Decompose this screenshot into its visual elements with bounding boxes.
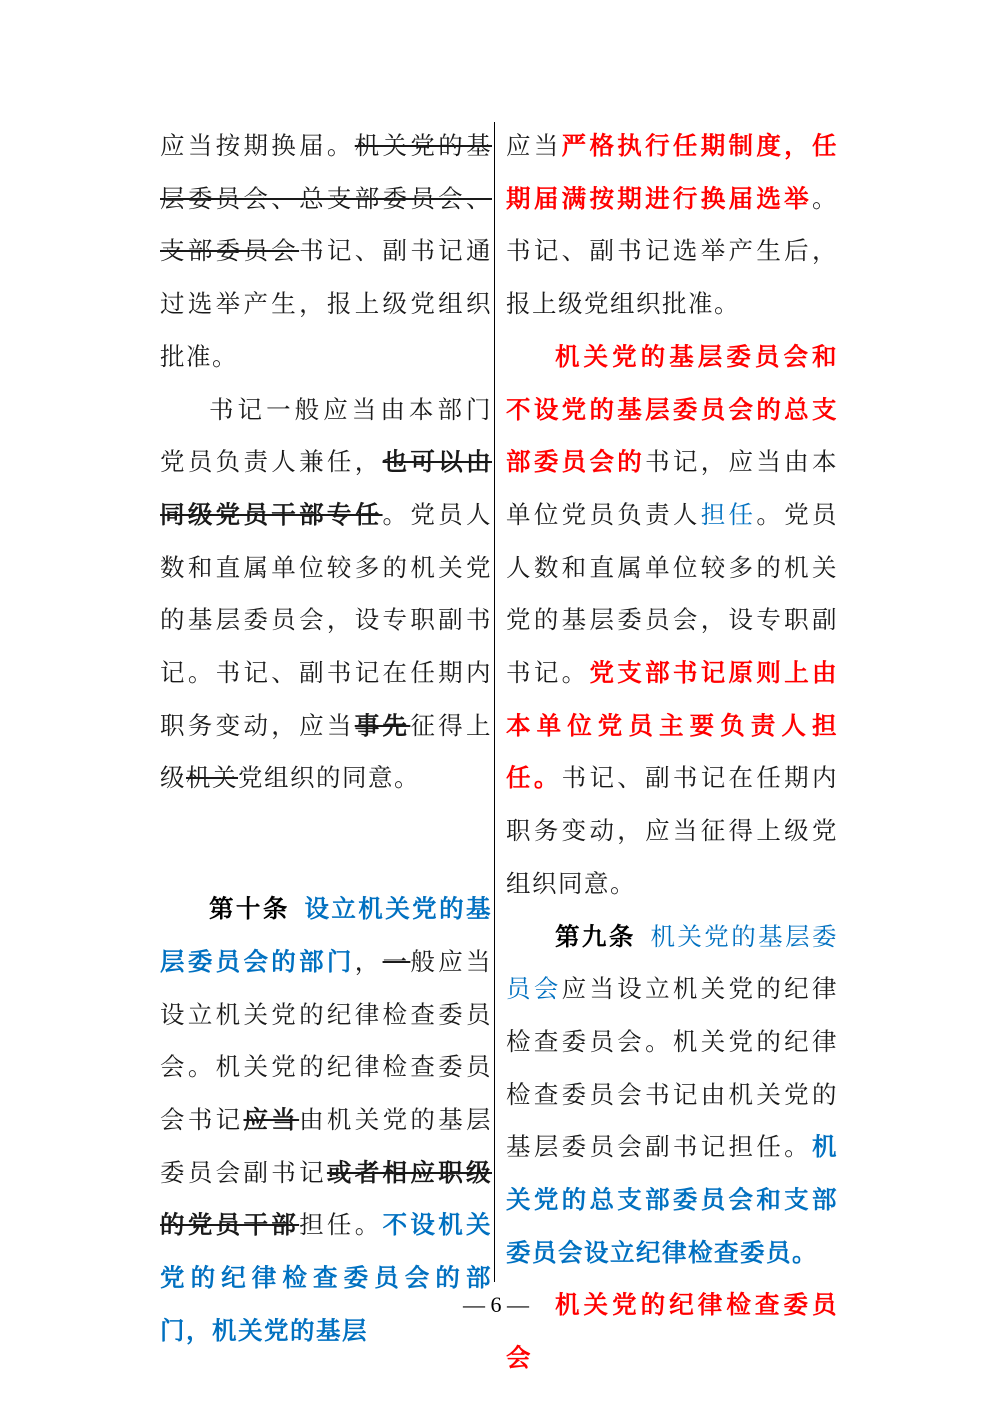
text-run: 般应当设立机关党的纪律检查委员会。机关党的纪律检查委员会书记 [160, 946, 493, 1134]
text-run: 。书记、副书记选举产生后，报上级党组织批准。 [506, 183, 838, 319]
highlight-text: 不设机关党的纪律检查委员会的部门，机关党的基层 [160, 1210, 493, 1345]
text-run: 书记，应当由本单位党员负责人 [506, 447, 839, 529]
left-paragraph-3 [160, 883, 492, 1357]
text-run: 书记一般应当由本部门党员负责人兼任， [160, 394, 492, 477]
deleted-text: 事先 [354, 710, 411, 740]
deleted-text: 应当 [243, 1104, 300, 1134]
deleted-text: 机关 [186, 763, 238, 793]
text-run: 应当按期换届。 [160, 131, 355, 160]
deleted-text: 或者相应职级的党员干部 [160, 1157, 493, 1240]
added-text: 党支部书记原则上由本单位党员主要负责人担任。 [506, 658, 839, 793]
text-run: 应当 [506, 131, 562, 160]
highlight-text: 机关党的总支部委员会和支部委员会设立纪律检查委员。 [506, 1132, 838, 1267]
right-paragraph-3 [506, 911, 838, 1280]
column-divider [494, 122, 495, 1282]
added-text: 机关党的基层委员会和不设党的基层委员会的总支部委员会的 [506, 341, 838, 477]
right-column-new-text [506, 120, 838, 1385]
left-column-old-text [160, 120, 492, 1357]
article-heading: 第十条 [209, 894, 290, 924]
text-run: 。党员人数和直属单位较多的机关党的基层委员会，设专职副书记。 [506, 499, 839, 688]
right-paragraph-2 [506, 331, 838, 911]
text-run: 书记、副书记通过选举产生，报上级党组织批准。 [160, 236, 493, 371]
highlight-text: 设立机关党的基层委员会的部门 [160, 894, 493, 976]
article-heading: 第九条 [555, 921, 636, 951]
added-text: 严格执行任期制度，任期届满按期进行换届选举 [506, 131, 839, 213]
right-paragraph-1 [506, 120, 838, 331]
changed-text: 机关党的基层委员会 [506, 921, 839, 1004]
changed-text: 担任 [700, 499, 757, 529]
deleted-text: 机关党的基层委员会、总支部委员会、支部委员会 [160, 131, 493, 266]
text-run: 党组织的同意。 [238, 763, 420, 793]
left-paragraph-2 [160, 384, 492, 806]
text-run: ， [354, 946, 383, 976]
text-run: 由机关党的基层委员会副书记 [160, 1104, 493, 1187]
text-run: 征得上级 [160, 710, 493, 793]
text-run: 。党员人数和直属单位较多的机关党的基层委员会，设专职副书记。书记、副书记在任期内职务变动，应当 [160, 499, 493, 740]
deleted-text: 也可以由同级党员干部专任 [160, 447, 493, 529]
text-run: 应当设立机关党的纪律检查委员会。机关党的纪律检查委员会书记由机关党的基层委员会副书记担任。 [506, 974, 839, 1162]
page-number: — 6 — [463, 1292, 529, 1317]
added-text: 机关党的纪律检查委员会 [506, 1290, 838, 1373]
deleted-text: 一 [382, 946, 411, 976]
text-run: 担任。 [299, 1210, 383, 1240]
text-run: 书记、副书记在任期内职务变动，应当征得上级党组织同意。 [506, 763, 839, 898]
left-paragraph-1 [160, 120, 492, 384]
